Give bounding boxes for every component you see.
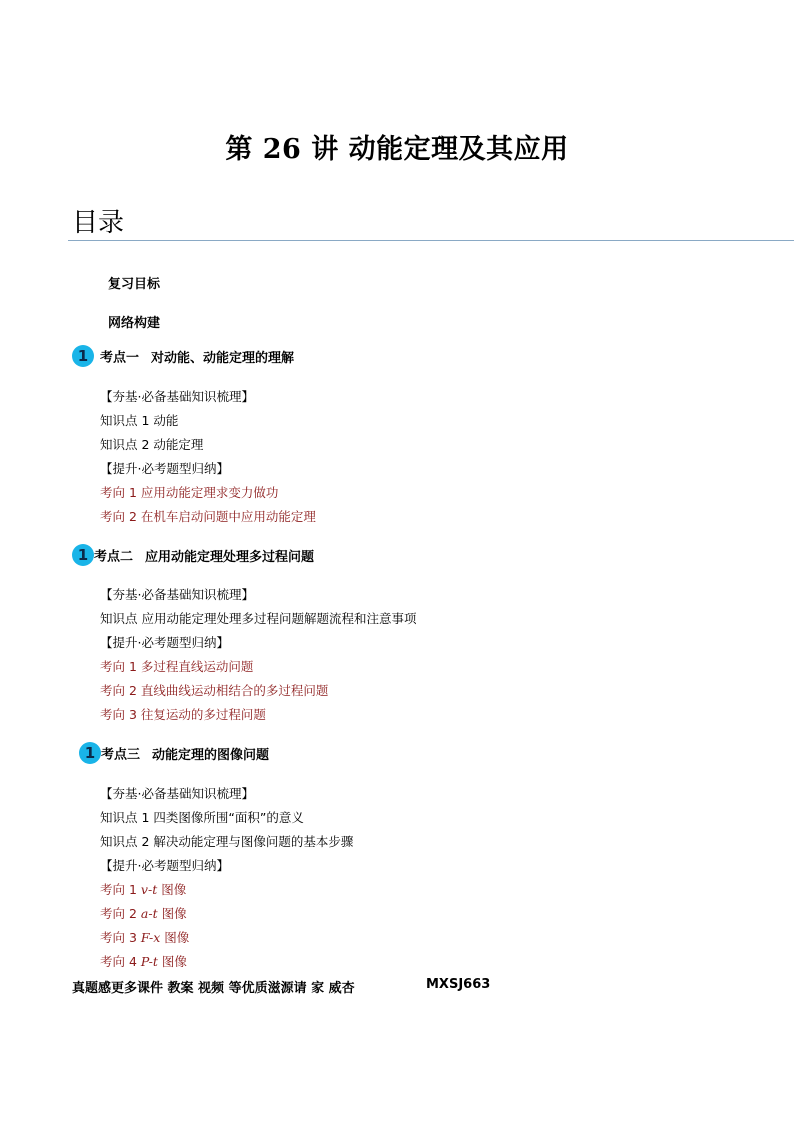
number-badge-icon: 1 <box>72 345 94 367</box>
direction-variable: v-t <box>140 882 158 897</box>
direction-variable: a-t <box>140 906 158 921</box>
kp1-title: 对动能、动能定理的理解 <box>151 350 295 366</box>
kp3-direction-4[interactable] <box>100 952 187 970</box>
toc-review-goals[interactable]: 复习目标 <box>108 277 161 292</box>
kp3-improve[interactable]: 【提升·必考题型归纳】 <box>100 858 229 873</box>
direction-variable: F-x <box>140 930 161 945</box>
number-badge-icon: 1 <box>79 742 101 764</box>
kp1-foundation[interactable]: 【夯基·必备基础知识梳理】 <box>100 389 254 404</box>
toc-network[interactable]: 网络构建 <box>108 316 161 331</box>
kp3-direction-2[interactable] <box>100 904 187 922</box>
kp1-improve[interactable]: 【提升·必考题型归纳】 <box>100 461 229 476</box>
kp1-label: 考点一 <box>100 350 140 366</box>
kp2-direction-1[interactable]: 考向 1 多过程直线运动问题 <box>100 659 254 674</box>
kp1-direction-2[interactable]: 考向 2 在机车启动问题中应用动能定理 <box>100 509 316 524</box>
kp3-label: 考点三 <box>101 747 141 763</box>
kp3-heading[interactable] <box>79 742 269 764</box>
page-title: 第 26 讲 动能定理及其应用 <box>225 134 569 165</box>
direction-prefix: 考向 2 <box>100 906 141 921</box>
toc-divider <box>68 240 794 241</box>
direction-prefix: 考向 3 <box>100 930 141 945</box>
kp1-knowledge-2[interactable]: 知识点 2 动能定理 <box>100 437 204 452</box>
kp2-title: 应用动能定理处理多过程问题 <box>145 549 315 565</box>
footer-text: 真题感更多课件 教案 视频 等优质滋源请 家 威杏 <box>72 981 355 996</box>
direction-prefix: 考向 4 <box>100 954 141 969</box>
direction-variable: P-t <box>140 954 158 969</box>
direction-suffix: 图像 <box>157 882 187 897</box>
direction-suffix: 图像 <box>160 930 190 945</box>
kp1-heading[interactable] <box>72 345 294 367</box>
number-badge-icon: 1 <box>72 544 94 566</box>
kp1-knowledge-1[interactable]: 知识点 1 动能 <box>100 413 179 428</box>
kp1-direction-1[interactable]: 考向 1 应用动能定理求变力做功 <box>100 485 279 500</box>
direction-suffix: 图像 <box>157 906 187 921</box>
kp2-foundation[interactable]: 【夯基·必备基础知识梳理】 <box>100 587 254 602</box>
footer-code: MXSJ663 <box>426 977 491 992</box>
direction-suffix: 图像 <box>157 954 187 969</box>
kp2-direction-2[interactable]: 考向 2 直线曲线运动相结合的多过程问题 <box>100 683 329 698</box>
kp2-direction-3[interactable]: 考向 3 往复运动的多过程问题 <box>100 707 266 722</box>
kp3-knowledge-2[interactable]: 知识点 2 解决动能定理与图像问题的基本步骤 <box>100 834 354 849</box>
kp3-foundation[interactable]: 【夯基·必备基础知识梳理】 <box>100 786 254 801</box>
kp2-knowledge-1[interactable]: 知识点 应用动能定理处理多过程问题解题流程和注意事项 <box>100 611 417 626</box>
kp2-heading[interactable] <box>72 544 314 566</box>
kp3-title: 动能定理的图像问题 <box>152 747 270 763</box>
kp2-improve[interactable]: 【提升·必考题型归纳】 <box>100 635 229 650</box>
kp3-knowledge-1[interactable]: 知识点 1 四类图像所围“面积”的意义 <box>100 810 304 825</box>
kp3-direction-1[interactable] <box>100 880 186 898</box>
direction-prefix: 考向 1 <box>100 882 141 897</box>
kp3-direction-3[interactable] <box>100 928 189 946</box>
kp2-label: 考点二 <box>94 549 134 565</box>
toc-heading: 目录 <box>72 208 125 238</box>
